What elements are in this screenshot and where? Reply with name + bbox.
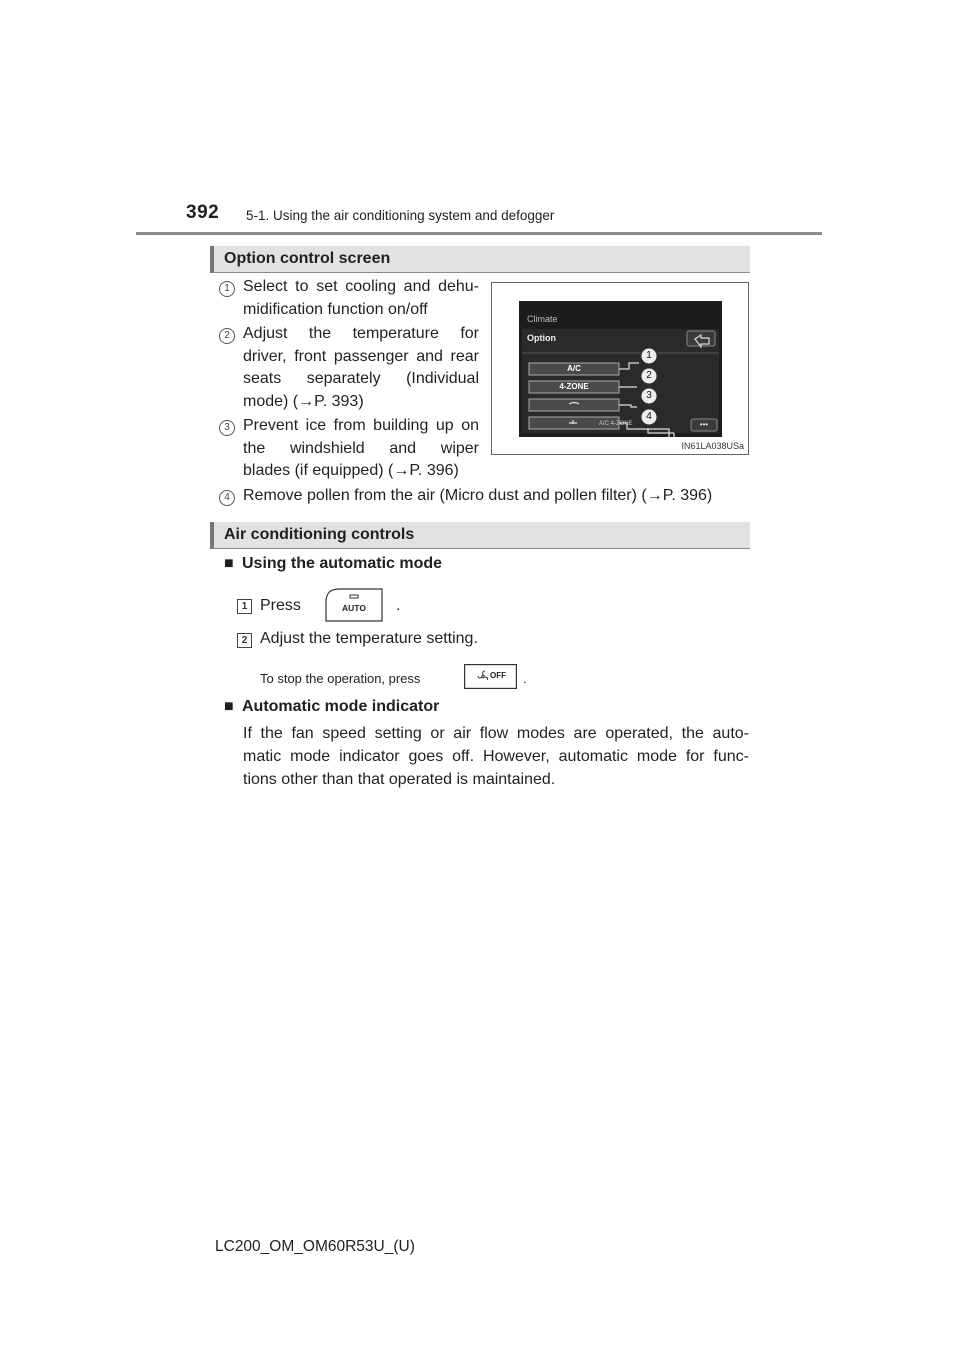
step-2-text: Adjust the temperature setting. [260, 630, 478, 647]
figure-callout-3: 3 [646, 390, 652, 401]
auto-mode-heading-text: Using the automatic mode [242, 555, 443, 572]
item-number-2: 2 [219, 328, 235, 344]
auto-button-label: AUTO [342, 603, 366, 613]
option-item-3 [243, 415, 479, 483]
controls-section-heading [210, 522, 750, 549]
figure-callout-2: 2 [646, 370, 652, 381]
off-button-illustration [464, 664, 517, 689]
option-section-heading [210, 246, 750, 273]
square-bullet-icon: ■ [224, 555, 234, 572]
option-item-3-line-2: the windshield and wiper [243, 439, 479, 457]
step-number-1: 1 [237, 599, 252, 614]
footer-doc-code: LC200_OM_OM60R53U_(U) [215, 1238, 415, 1255]
climate-display [519, 301, 722, 437]
option-item-1-line-1: Select to set cooling and dehu- [243, 278, 479, 295]
step-number-2: 2 [237, 633, 252, 648]
option-section-title: Option control screen [224, 250, 391, 267]
indicator-paragraph [243, 722, 749, 791]
4-zone-option-button: 4-ZONE [559, 382, 589, 391]
auto-mode-heading [224, 555, 442, 573]
off-button-label: OFF [490, 671, 506, 680]
screen-header-label: Climate [527, 314, 558, 324]
stop-note-period: . [523, 671, 527, 686]
indicator-line-3: tions other than that operated is maintained. [243, 771, 556, 788]
header-divider [136, 232, 822, 235]
figure-callout-4: 4 [646, 411, 652, 422]
option-item-3-line-1: Prevent ice from building up on [243, 417, 479, 434]
screen-status-text: A/C 4-ZONE [599, 421, 633, 427]
option-item-1-line-2: midification function on/off [243, 300, 428, 318]
auto-button-illustration [325, 588, 383, 622]
ac-option-button: A/C [567, 364, 581, 373]
option-item-2-line-4: mode) (→P. 393) [243, 392, 364, 410]
page-number: 392 [186, 202, 220, 223]
option-item-1 [243, 276, 479, 321]
indicator-heading [224, 698, 439, 716]
item-number-1: 1 [219, 281, 235, 297]
controls-section-title: Air conditioning controls [224, 526, 415, 543]
figure-caption: IN61LA038USa [681, 441, 744, 451]
option-item-4: Remove pollen from the air (Micro dust and pollen filter) (→P. 396) [243, 487, 713, 504]
indicator-heading-text: Automatic mode indicator [242, 698, 440, 715]
item-number-3: 3 [219, 420, 235, 436]
screen-title-label: Option [527, 333, 556, 343]
indicator-line-2: matic mode indicator goes off. However, automatic mode for func- [243, 748, 749, 765]
figure-callout-1: 1 [646, 350, 652, 361]
option-item-2-line-3: seats separately (Individual [243, 370, 479, 387]
option-item-2 [243, 323, 479, 413]
step-1-period: . [396, 597, 401, 614]
option-item-2-line-1: Adjust the temperature for [243, 325, 479, 342]
more-icon: ••• [699, 420, 709, 429]
option-screen-figure [491, 282, 749, 455]
square-bullet-icon: ■ [224, 698, 234, 715]
section-header-title: 5-1. Using the air conditioning system and defogger [246, 208, 555, 223]
option-item-3-line-3: blades (if equipped) (→P. 396) [243, 462, 459, 479]
indicator-line-1: If the fan speed setting or air flow modes are operated, the auto- [243, 725, 749, 742]
step-1-press-text: Press [260, 597, 301, 614]
stop-operation-note: To stop the operation, press [260, 671, 421, 686]
item-number-4: 4 [219, 490, 235, 506]
option-item-2-line-2: driver, front passenger and rear [243, 347, 479, 365]
